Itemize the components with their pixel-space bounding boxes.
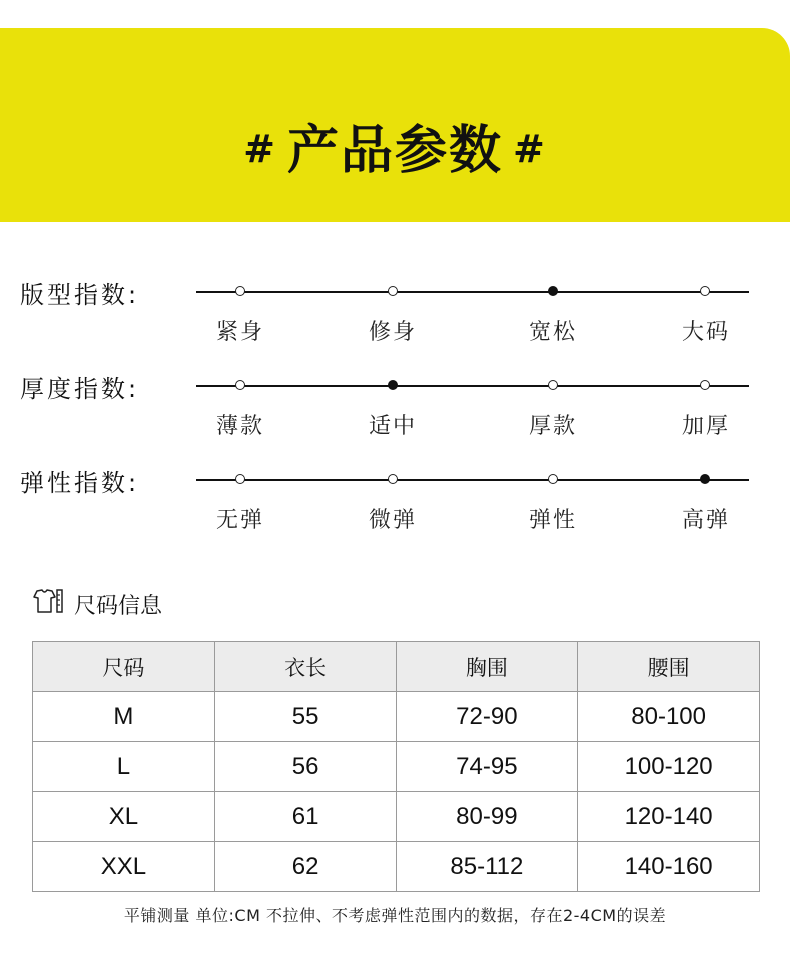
scale-option: 薄款 bbox=[215, 414, 264, 439]
table-cell: 56 bbox=[214, 742, 396, 792]
scale-option: 适中 bbox=[368, 414, 417, 439]
title-text: 产品参数 bbox=[286, 121, 503, 181]
scale-dot bbox=[235, 474, 245, 484]
scale-dot bbox=[700, 286, 710, 296]
scale-dot bbox=[548, 474, 558, 484]
scale-dot-selected bbox=[548, 286, 558, 296]
scale-dot-selected bbox=[700, 474, 710, 484]
scale-dot bbox=[388, 474, 398, 484]
scale-dot bbox=[388, 286, 398, 296]
index-label: 版型指数: bbox=[20, 281, 140, 309]
measurement-note: 平铺测量 单位:CM 不拉伸、不考虑弹性范围内的数据，存在2-4CM的误差 bbox=[123, 906, 667, 925]
table-cell: L bbox=[33, 742, 215, 792]
table-cell: 80-99 bbox=[396, 792, 578, 842]
fit-index-row bbox=[0, 281, 790, 371]
table-cell: M bbox=[33, 692, 215, 742]
scale-option: 修身 bbox=[368, 320, 417, 345]
table-row bbox=[33, 842, 760, 892]
hash-left: # bbox=[243, 127, 277, 171]
index-scale-line bbox=[196, 385, 749, 387]
scale-option: 厚款 bbox=[528, 414, 577, 439]
column-header: 衣长 bbox=[214, 642, 396, 692]
thickness-index-row bbox=[0, 375, 790, 465]
table-cell: 80-100 bbox=[578, 692, 760, 742]
scale-option: 紧身 bbox=[215, 320, 264, 345]
index-scale-line bbox=[196, 291, 749, 293]
scale-option: 弹性 bbox=[528, 508, 577, 533]
scale-option: 高弹 bbox=[681, 508, 730, 533]
table-row bbox=[33, 742, 760, 792]
column-header: 腰围 bbox=[578, 642, 760, 692]
hash-right: # bbox=[513, 127, 547, 171]
table-row bbox=[33, 792, 760, 842]
scale-option: 无弹 bbox=[215, 508, 264, 533]
scale-dot bbox=[548, 380, 558, 390]
page-title bbox=[0, 108, 790, 183]
index-label: 厚度指数: bbox=[20, 375, 140, 403]
scale-option: 加厚 bbox=[681, 414, 730, 439]
table-cell: 62 bbox=[214, 842, 396, 892]
table-cell: 140-160 bbox=[578, 842, 760, 892]
scale-option: 微弹 bbox=[368, 508, 417, 533]
table-cell: 61 bbox=[214, 792, 396, 842]
column-header: 胸围 bbox=[396, 642, 578, 692]
scale-dot-selected bbox=[388, 380, 398, 390]
index-scale-line bbox=[196, 479, 749, 481]
table-header-row bbox=[33, 642, 760, 692]
table-cell: 120-140 bbox=[578, 792, 760, 842]
scale-option: 宽松 bbox=[528, 320, 577, 345]
table-cell: 72-90 bbox=[396, 692, 578, 742]
shirt-ruler-icon bbox=[30, 588, 74, 620]
table-cell: 74-95 bbox=[396, 742, 578, 792]
size-section-header bbox=[30, 588, 162, 620]
table-cell: 55 bbox=[214, 692, 396, 742]
table-cell: 85-112 bbox=[396, 842, 578, 892]
table-cell: XL bbox=[33, 792, 215, 842]
table-cell: XXL bbox=[33, 842, 215, 892]
scale-dot bbox=[700, 380, 710, 390]
scale-option: 大码 bbox=[681, 320, 730, 345]
elasticity-index-row bbox=[0, 469, 790, 559]
column-header: 尺码 bbox=[33, 642, 215, 692]
size-table bbox=[32, 641, 760, 892]
size-section-title: 尺码信息 bbox=[74, 593, 163, 619]
scale-dot bbox=[235, 286, 245, 296]
index-label: 弹性指数: bbox=[20, 469, 140, 497]
table-cell: 100-120 bbox=[578, 742, 760, 792]
scale-dot bbox=[235, 380, 245, 390]
table-row bbox=[33, 692, 760, 742]
